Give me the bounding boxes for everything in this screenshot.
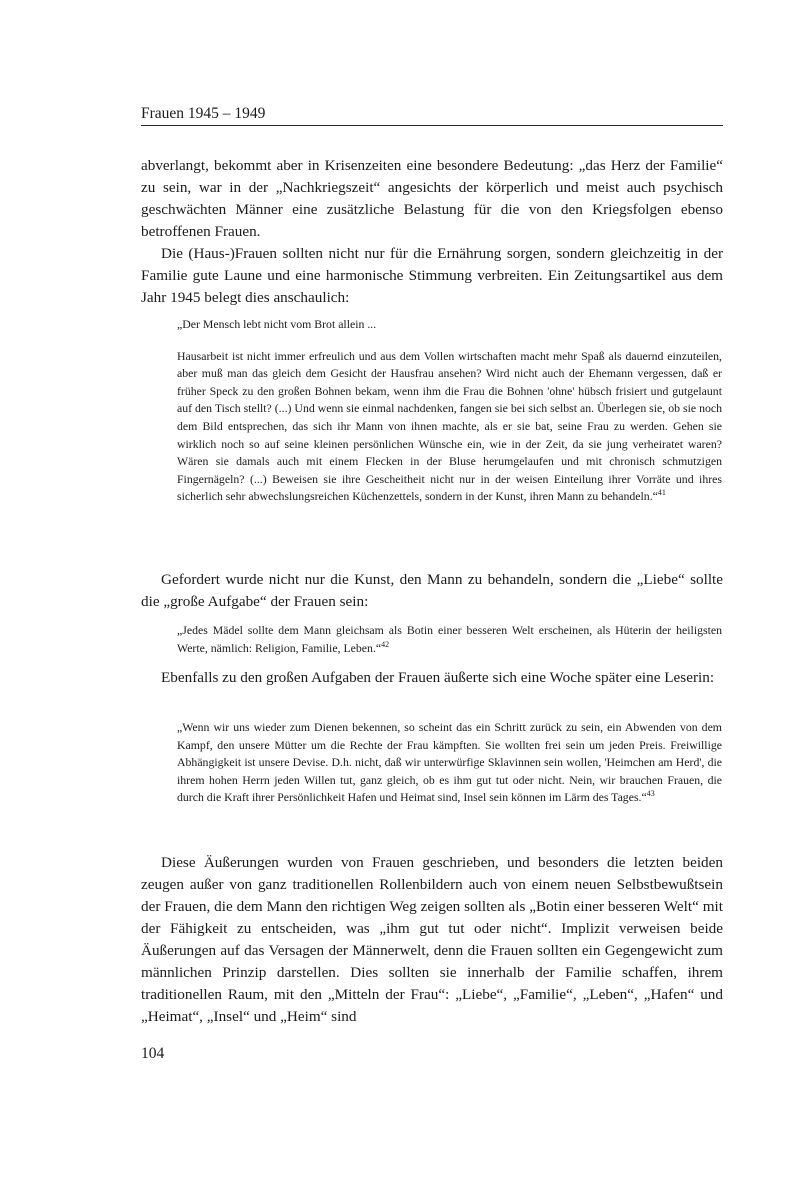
paragraph: Ebenfalls zu den großen Aufgaben der Frauen äußerte sich eine Woche später eine Leserin: [161, 669, 715, 686]
quote-text: „Wenn wir uns wieder zum Dienen bekennen, so scheint das ein Schritt zurück zu sein, ein Abwenden von dem Kampf, den unsere Mütter um die Rechte der Frau kämpften. Sie wollten frei sein um jeden Preis. Freiwillige Abhängigkeit ist unsere Devise. D.h. nicht, daß wir unterwürfige Sklavinnen sein wollen, 'Heimchen am Herd', die ihrem hohen Herrn jeden Willen tut, ganz gleich, ob es ihm gut tut oder nicht. Nein, wir brauchen Frauen, die durch die Kraft ihrer Persönlichkeit Hafen und Heimat sind, Insel sein können im Lärm des Tages.“$^{43}$ [177, 720, 722, 805]
block-quote-3 [177, 719, 722, 807]
text-block-1 [141, 155, 723, 309]
quote-text: Hausarbeit ist nicht immer erfreulich und aus dem Vollen wirtschaften macht mehr Spaß als dauernd einzuteilen, aber muß man das gleich dem Gesicht der Hausfrau ansehen? Wird nicht auch der Ehemann vergessen, daß er früher Speck zu den großen Bohnen bekam, wenn ihm die Frau die Bohnen 'ohne' hübsch frisiert und gutgelaunt auf den Tisch stellt? (...) Und wenn sie einmal nachdenken, fangen sie bei sich selbst an. Überlegen sie, ob sie noch dem Bild entsprechen, das sich ihr Mann von ihnen machte, als er sie bat, seine Frau zu werden. Gehen sie wirklich noch so auf seine kleinen persönlichen Wünsche ein, wie in der Zeit, da sie jung verheiratet waren? Wären sie damals auch mit einem Flecken in der Bluse herumgelaufen und mit chronisch schmutzigen Fingernägeln? (...) Beweisen sie ihre Gescheitheit nicht nur in der weisen Einteilung ihrer Vorräte und ihres sicherlich sehr abwechslungsreichen Küchenzettels, sondern in der Kunst, ihren Mann zu behandeln.“$^{41}$ [177, 348, 722, 504]
text-block-3 [141, 667, 723, 689]
footnote-ref: 41 [657, 488, 666, 498]
text-block-4 [141, 852, 723, 1028]
footnote-ref: 42 [381, 639, 390, 649]
paragraph: Diese Äußerungen wurden von Frauen geschrieben, und besonders die letzten beiden zeugen außer von ganz traditionellen Rollenbildern auch von einem neuen Selbstbewußtsein der Frauen, die dem Mann den richtigen Weg zeigen sollten als „Botin einer besseren Welt“ mit der Fähigkeit zu entscheiden, was „ihm gut tut oder nicht“. Implizit verweisen beide Äußerungen auf das Versagen der Männerwelt, denn die Frauen sollten ein Gegengewicht zum männlichen Prinzip darstellen. Dies sollten sie innerhalb der Familie schaffen, ihrem traditionellen Raum, mit den „Mitteln der Frau“: „Liebe“, „Familie“, „Leben“, „Hafen“ und „Heimat“, „Insel“ und „Heim“ sind [141, 854, 723, 1025]
page-number: 104 [141, 1045, 165, 1062]
block-quote-2 [177, 622, 722, 657]
running-title: Frauen 1945 – 1949 [141, 105, 723, 126]
quote-heading: „Der Mensch lebt nicht vom Brot allein ... [177, 317, 377, 331]
text-block-2 [141, 569, 723, 613]
paragraph: Die (Haus-)Frauen sollten nicht nur für die Ernährung sorgen, sondern gleichzeitig in der Familie gute Laune und eine harmonische Stimmung verbreiten. Ein Zeitungsartikel aus dem Jahr 1945 belegt dies anschaulich: [141, 245, 723, 306]
quote-text: „Jedes Mädel sollte dem Mann gleichsam als Botin einer besseren Welt erscheinen, als Hüterin der heiligsten Werte, nämlich: Religion, Familie, Leben.“$^{42}$ [177, 623, 722, 655]
paragraph: Gefordert wurde nicht nur die Kunst, den Mann zu behandeln, sondern die „Liebe“ sollte die „große Aufgabe“ der Frauen sein: [141, 571, 723, 610]
footnote-ref: 43 [646, 789, 655, 799]
paragraph: abverlangt, bekommt aber in Krisenzeiten eine besondere Bedeutung: „das Herz der Familie“ zu sein, war in der „Nachkriegszeit“ angesichts der körperlich und meist auch psychisch geschwächten Männer eine zusätzliche Belastung für die von den Kriegsfolgen ebenso betroffenen Frauen. [141, 157, 723, 240]
block-quote-1 [177, 316, 722, 506]
